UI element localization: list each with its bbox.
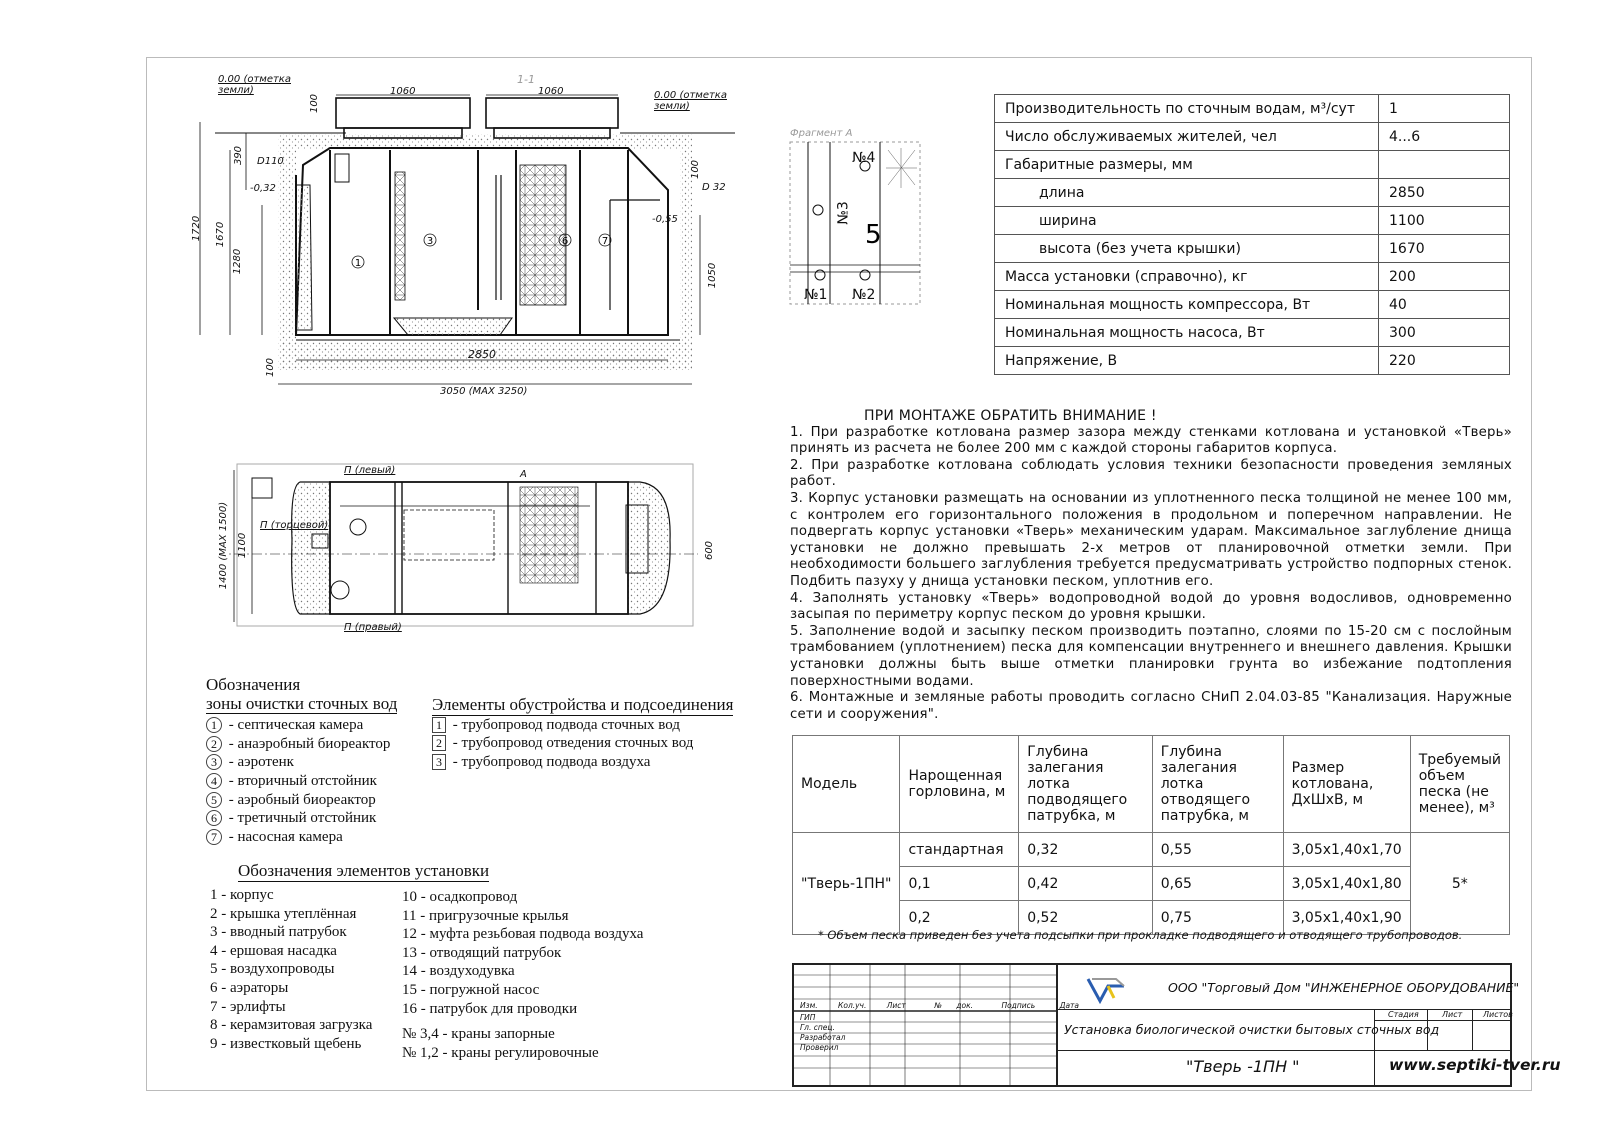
spec-row xyxy=(995,123,1510,151)
legend-item xyxy=(206,753,397,772)
spec-row xyxy=(995,263,1510,291)
company-logo xyxy=(1086,976,1126,1004)
part-item: 7 - эрлифты xyxy=(210,998,286,1015)
dim-d110: D110 xyxy=(257,156,284,167)
legend-item xyxy=(432,716,733,735)
model-footnote: * Объем песка приведен без учета подсыпки при прокладке подводящего и отводящего трубопроводов. xyxy=(818,928,1463,942)
installation-notes xyxy=(790,408,1512,723)
model-cell: стандартная xyxy=(900,833,1019,867)
notes-heading: ПРИ МОНТАЖЕ ОБРАТИТЬ ВНИМАНИЕ ! xyxy=(864,408,1157,424)
part-item: 9 - известковый щебень xyxy=(210,1035,362,1052)
legend-item xyxy=(432,753,733,772)
model-cell: 0,65 xyxy=(1152,867,1283,901)
spec-table xyxy=(994,94,1510,375)
legend-text: - трубопровод подвода сточных вод xyxy=(449,716,680,733)
legend-number: 1 xyxy=(432,717,446,733)
tb-col: № док. xyxy=(934,1001,974,1010)
tb-row-labels xyxy=(800,1013,845,1053)
model-cell: 0,2 xyxy=(900,901,1019,935)
spec-value: 220 xyxy=(1379,347,1510,375)
part-item: 15 - погружной насос xyxy=(402,981,540,998)
dim-d32: D 32 xyxy=(702,182,726,193)
spec-row xyxy=(995,95,1510,123)
tb-stage: Стадия xyxy=(1388,1010,1419,1019)
ground-mark-left: 0.00 (отметка земли) xyxy=(218,74,291,96)
model-cell: 3,05х1,40х1,70 xyxy=(1283,833,1410,867)
spec-value: 1100 xyxy=(1379,207,1510,235)
legend-text: - септическая камера xyxy=(225,717,364,734)
dim-1400: 1400 (MAX 1500) xyxy=(218,501,230,590)
dim-lid2: 1060 xyxy=(538,86,564,97)
part-item: 3 - вводный патрубок xyxy=(210,924,347,941)
legend-text: - трубопровод подвода воздуха xyxy=(449,753,651,770)
parts-column-2 xyxy=(402,888,643,1018)
plan-view xyxy=(228,460,698,645)
legend-text: - насосная камера xyxy=(225,828,343,845)
svg-text:3: 3 xyxy=(426,236,434,247)
zones-legend-title: Обозначения xyxy=(206,675,301,694)
dim-100-top: 100 xyxy=(309,93,321,114)
legend-item xyxy=(206,791,397,810)
dim-100-bottom: 100 xyxy=(265,357,277,378)
spec-value: 2850 xyxy=(1379,179,1510,207)
part-item: № 1,2 - краны регулировочные xyxy=(402,1044,599,1061)
model-name: "Тверь-1ПН" xyxy=(793,833,900,935)
model-header-2: Глубина залегания лотка подводящего патрубка, м xyxy=(1019,736,1153,833)
model-cell: 0,55 xyxy=(1152,833,1283,867)
spec-row xyxy=(995,347,1510,375)
part-item: 14 - воздуходувка xyxy=(402,963,515,980)
note-6: 6. Монтажные и земляные работы проводить согласно СНиП 2.04.03-85 "Канализация. Наружные сети и сооружения". xyxy=(790,690,1512,722)
tb-row: Проверил xyxy=(800,1043,839,1052)
tb-col-headers xyxy=(800,1001,1079,1010)
part-item: 12 - муфта резьбовая подвода воздуха xyxy=(402,926,644,943)
model-cell: 0,42 xyxy=(1019,867,1153,901)
legend-text: - трубопровод отведения сточных вод xyxy=(449,735,694,752)
tb-col: Кол.уч. xyxy=(838,1001,867,1010)
valve-4-label: №4 xyxy=(852,150,876,166)
svg-text:5: 5 xyxy=(865,220,882,250)
svg-text:6: 6 xyxy=(561,236,569,247)
note-2: 2. При разработке котлована соблюдать условия техники безопасности проведения земляных работ. xyxy=(790,457,1512,490)
company-name: ООО "Торговый Дом "ИНЖЕНЕРНОЕ ОБОРУДОВАНИЕ" xyxy=(1168,980,1520,995)
spec-row xyxy=(995,207,1510,235)
spec-row xyxy=(995,319,1510,347)
plan-fragment-mark: А xyxy=(520,469,527,480)
legend-item xyxy=(206,828,397,847)
spec-row xyxy=(995,291,1510,319)
legend-number: 3 xyxy=(432,754,446,770)
part-item: 6 - аэраторы xyxy=(210,979,289,996)
legend-item xyxy=(206,772,397,791)
elements-legend-title: Элементы обустройства и подсоединения xyxy=(432,695,734,714)
part-item: № 3,4 - краны запорные xyxy=(402,1026,555,1042)
website-link[interactable]: www.septiki-tver.ru xyxy=(1389,1056,1561,1074)
spec-row xyxy=(995,235,1510,263)
fragment-label: Фрагмент А xyxy=(790,128,853,139)
zones-legend-subtitle: зоны очистки сточных вод xyxy=(206,693,398,713)
valve-3-label: №3 xyxy=(835,201,852,225)
legend-number: 4 xyxy=(206,773,222,789)
legend-item xyxy=(206,716,397,735)
spec-value: 200 xyxy=(1379,263,1510,291)
spec-label: Номинальная мощность насоса, Вт xyxy=(995,319,1379,347)
dim-390: 390 xyxy=(233,145,245,166)
part-item: 13 - отводящий патрубок xyxy=(402,944,562,961)
tb-sheet: Лист xyxy=(1442,1010,1463,1019)
part-item: 2 - крышка утеплённая xyxy=(210,905,357,922)
spec-value: 1670 xyxy=(1379,235,1510,263)
valve-2-label: №2 xyxy=(852,287,876,303)
tb-col: Дата xyxy=(1059,1001,1080,1010)
part-item: 8 - керамзитовая загрузка xyxy=(210,1017,373,1034)
dim-2850: 2850 xyxy=(468,348,496,361)
parts-column-1 xyxy=(210,886,372,1053)
mark-032: -0,32 xyxy=(250,183,276,194)
legend-text: - вторичный отстойник xyxy=(225,772,377,789)
tb-row: Разработал xyxy=(800,1033,846,1042)
model-header-0: Модель xyxy=(793,736,900,833)
dim-1100: 1100 xyxy=(237,532,249,559)
tb-col: Подпись xyxy=(1001,1001,1036,1010)
spec-value: 1 xyxy=(1379,95,1510,123)
plan-right-pipe: П (правый) xyxy=(344,622,402,633)
model-cell: 0,1 xyxy=(900,867,1019,901)
model-cell: 0,75 xyxy=(1152,901,1283,935)
section-label: 1-1 xyxy=(517,73,535,86)
spec-label: Номинальная мощность компрессора, Вт xyxy=(995,291,1379,319)
ground-mark-right: 0.00 (отметка земли) xyxy=(654,90,727,112)
dim-3050: 3050 (MAX 3250) xyxy=(440,386,528,397)
dim-100-right: 100 xyxy=(690,159,702,180)
legend-text: - аэротенк xyxy=(225,754,294,771)
product-model: "Тверь -1ПН " xyxy=(1186,1057,1300,1076)
spec-value xyxy=(1379,151,1510,179)
part-item: 5 - воздухопроводы xyxy=(210,961,335,978)
svg-text:1: 1 xyxy=(354,258,362,269)
spec-label: Напряжение, В xyxy=(995,347,1379,375)
note-5: 5. Заполнение водой и засыпку песком производить поэтапно, слоями по 15-20 см с послойным трамбованием (уплотнением) песка для компенсации внутреннего и внешнего давления. Крышки установки должны быть выше отметки планировки грунта во избежание подтопления поверхностными водами. xyxy=(790,623,1512,689)
legend-number: 6 xyxy=(206,810,222,826)
model-header-1: Нарощенная горловина, м xyxy=(900,736,1019,833)
legend-text: - анаэробный биореактор xyxy=(225,735,391,752)
dim-1280: 1280 xyxy=(232,248,244,275)
spec-value: 300 xyxy=(1379,319,1510,347)
note-4: 4. Заполнять установку «Тверь» водопроводной водой до уровня водосливов, одновременно засыпая по периметру корпус песком до уровня крышки. xyxy=(790,590,1512,623)
legend-item xyxy=(206,809,397,828)
tb-row: Гл. спец. xyxy=(800,1023,835,1032)
note-3: 3. Корпус установки размещать на основании из уплотненного песка толщиной не менее 100 мм, с контролем его горизонтального положения в продольном и поперечном направлении. Не подвергать корпус установки «Тверь» механическим ударам. Максимальное заглубление днища установки не должно превышать 2-х метров от планировочной отметки земли. При необходимости большего заглубления требуется предусматривать устройство подпорных стенок. Подбить пазуху у днища установки песком, уплотнив его. xyxy=(790,490,1512,589)
part-item: 10 - осадкопровод xyxy=(402,889,518,905)
legend-item xyxy=(206,735,397,754)
product-name: Установка биологической очистки бытовых сточных вод xyxy=(1064,1022,1440,1037)
model-header-3: Глубина залегания лотка отводящего патрубка, м xyxy=(1152,736,1283,833)
dim-1050: 1050 xyxy=(707,262,719,289)
dim-lid1: 1060 xyxy=(390,86,416,97)
sand-volume: 5* xyxy=(1410,833,1509,935)
tb-col: Изм. xyxy=(800,1001,818,1010)
spec-value: 40 xyxy=(1379,291,1510,319)
part-item: 4 - ершовая насадка xyxy=(210,942,337,959)
legend-number: 3 xyxy=(206,754,222,770)
svg-text:7: 7 xyxy=(601,236,609,247)
tb-row: ГИП xyxy=(800,1013,816,1022)
model-cell: 0,32 xyxy=(1019,833,1153,867)
legend-number: 1 xyxy=(206,717,222,733)
spec-label: Производительность по сточным водам, м³/сут xyxy=(995,95,1379,123)
zones-legend xyxy=(206,676,397,846)
part-item: 16 - патрубок для проводки xyxy=(402,1000,578,1017)
part-item: 11 - пригрузочные крылья xyxy=(402,907,569,924)
note-1: 1. При разработке котлована размер зазора между стенками котлована и установкой «Тверь» принять из расчета не более 200 мм с каждой стороны габаритов корпуса. xyxy=(790,424,1512,457)
spec-label: ширина xyxy=(995,207,1379,235)
valve-1-label: №1 xyxy=(804,287,828,303)
valves-legend xyxy=(402,1025,599,1062)
spec-label: высота (без учета крышки) xyxy=(995,235,1379,263)
legend-number: 5 xyxy=(206,792,222,808)
model-header-4: Размер котлована, ДхШхВ, м xyxy=(1283,736,1410,833)
mark-055: -0,55 xyxy=(652,214,678,225)
spec-label: Габаритные размеры, мм xyxy=(995,151,1379,179)
legend-number: 7 xyxy=(206,829,222,845)
spec-value: 4...6 xyxy=(1379,123,1510,151)
legend-text: - третичный отстойник xyxy=(225,810,377,827)
legend-number: 2 xyxy=(432,735,446,751)
model-table xyxy=(792,735,1510,935)
plan-end-pipe: П (торцевой) xyxy=(260,520,329,531)
elements-legend xyxy=(432,696,733,771)
legend-number: 2 xyxy=(206,736,222,752)
spec-label: Масса установки (справочно), кг xyxy=(995,263,1379,291)
part-item: 1 - корпус xyxy=(210,887,274,903)
spec-row xyxy=(995,179,1510,207)
tb-sheets: Листов xyxy=(1483,1010,1513,1019)
tb-col: Лист xyxy=(886,1001,906,1010)
model-cell: 3,05х1,40х1,90 xyxy=(1283,901,1410,935)
spec-label: длина xyxy=(995,179,1379,207)
model-cell: 3,05х1,40х1,80 xyxy=(1283,867,1410,901)
dim-1670: 1670 xyxy=(215,221,227,248)
legend-text: - аэробный биореактор xyxy=(225,791,376,808)
parts-legend-title: Обозначения элементов установки xyxy=(238,861,490,880)
model-cell: 0,52 xyxy=(1019,901,1153,935)
dim-1720: 1720 xyxy=(191,215,203,242)
spec-row xyxy=(995,151,1510,179)
plan-left-pipe: П (левый) xyxy=(344,465,396,476)
parts-legend-title-wrap xyxy=(238,862,489,882)
model-header-5: Требуемый объем песка (не менее), м³ xyxy=(1410,736,1509,833)
dim-600: 600 xyxy=(704,540,716,561)
legend-item xyxy=(432,734,733,753)
spec-label: Число обслуживаемых жителей, чел xyxy=(995,123,1379,151)
